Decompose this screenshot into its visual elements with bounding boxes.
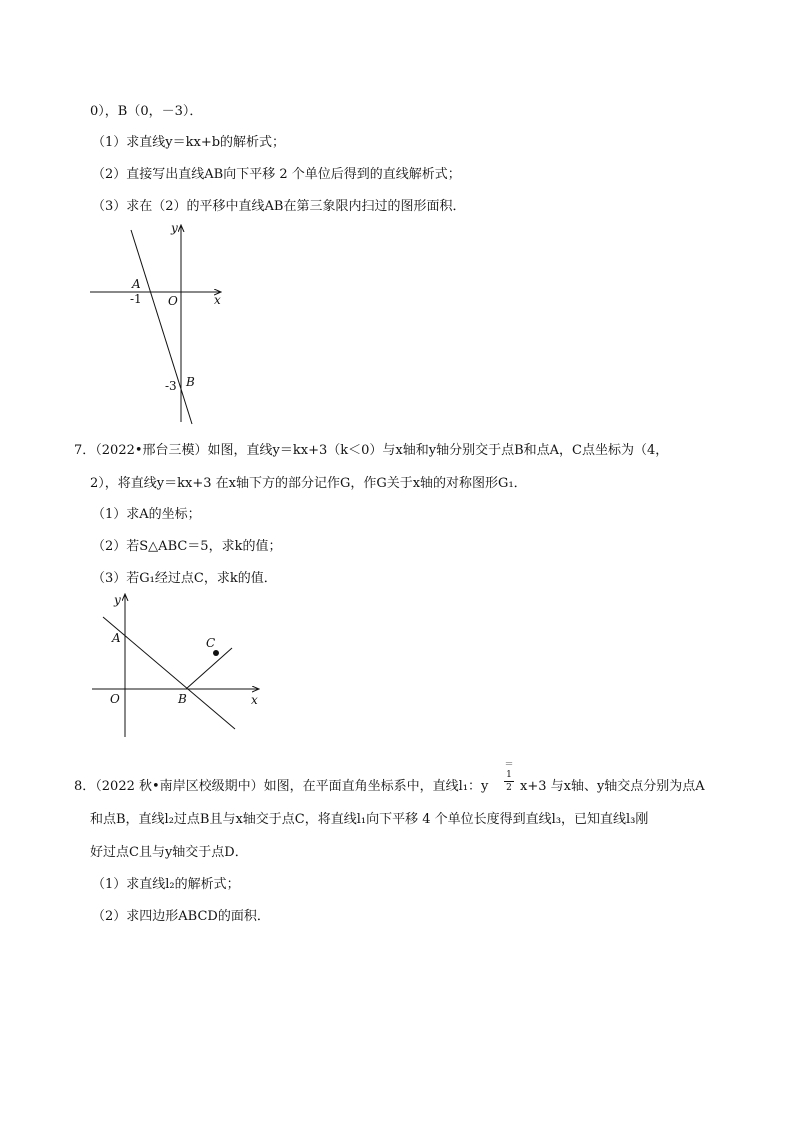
p7-question-3: （3）若G₁经过点C，求k的值． (92, 571, 277, 586)
p7-point-c (213, 650, 219, 656)
p8-line-1a: 8．（2022 秋•南岸区校级期中）如图，在平面直角坐标系中，直线l₁：y (74, 779, 489, 794)
p8-question-2: （2）求四边形ABCD的面积． (92, 909, 270, 924)
p8-line-3: 好过点C且与y轴交于点D． (90, 845, 248, 860)
p6-continuation: 0），B（0，－3）． (90, 104, 203, 119)
p7-line-ab (103, 617, 235, 729)
p8-fraction-coefficient (504, 760, 514, 793)
p6-question-2: （2）直接写出直线AB向下平移 2 个单位后得到的直线解析式； (92, 167, 461, 182)
p6-label-o: O (168, 294, 178, 308)
p6-label-y: y (171, 221, 178, 235)
p6-label-a: A (132, 277, 141, 291)
p7-line-g1 (186, 648, 232, 689)
p7-label-y: y (114, 593, 121, 607)
p8-line-2: 和点B，直线l₂过点B且与x轴交于点C，将直线l₁向下平移 4 个单位长度得到直线l₃，已知直线l₃刚 (90, 812, 649, 827)
p8-fraction-denominator: 2 (506, 783, 512, 793)
p7-question-1: （1）求A的坐标； (92, 507, 201, 522)
p7-question-2: （2）若S△ABC＝5，求k的值； (92, 539, 282, 554)
p6-label-b: B (186, 375, 195, 389)
p7-label-c: C (206, 636, 216, 650)
p7-label-a: A (112, 631, 121, 645)
p7-label-x: x (251, 693, 258, 707)
p8-line-1b: x+3 与x轴、y轴交点分别为点A (520, 779, 705, 794)
p6-label-minus3: -3 (165, 379, 177, 393)
p6-question-3: （3）求在（2）的平移中直线AB在第三象限内扫过的图形面积． (92, 199, 466, 214)
p6-question-1: （1）求直线y＝kx+b的解析式； (92, 135, 286, 150)
p8-question-1: （1）求直线l₂的解析式； (92, 877, 240, 892)
p7-line-1: 7．（2022•邢台三模）如图，直线y＝kx+3（k＜0）与x轴和y轴分别交于点B和点A，C点坐标为（4， (74, 443, 669, 458)
p7-label-b: B (178, 692, 187, 706)
p6-line-ab (131, 230, 192, 424)
p8-fraction-bar (504, 781, 514, 782)
p6-label-minus1: -1 (130, 292, 142, 306)
p6-label-x: x (214, 293, 221, 307)
p8-fraction-equals: ＝ (504, 760, 514, 770)
p7-label-o: O (110, 692, 120, 706)
p8-fraction-numerator: 1 (506, 770, 512, 780)
p7-line-2: 2），将直线y＝kx+3 在x轴下方的部分记作G，作G关于x轴的对称图形G₁． (90, 476, 527, 491)
